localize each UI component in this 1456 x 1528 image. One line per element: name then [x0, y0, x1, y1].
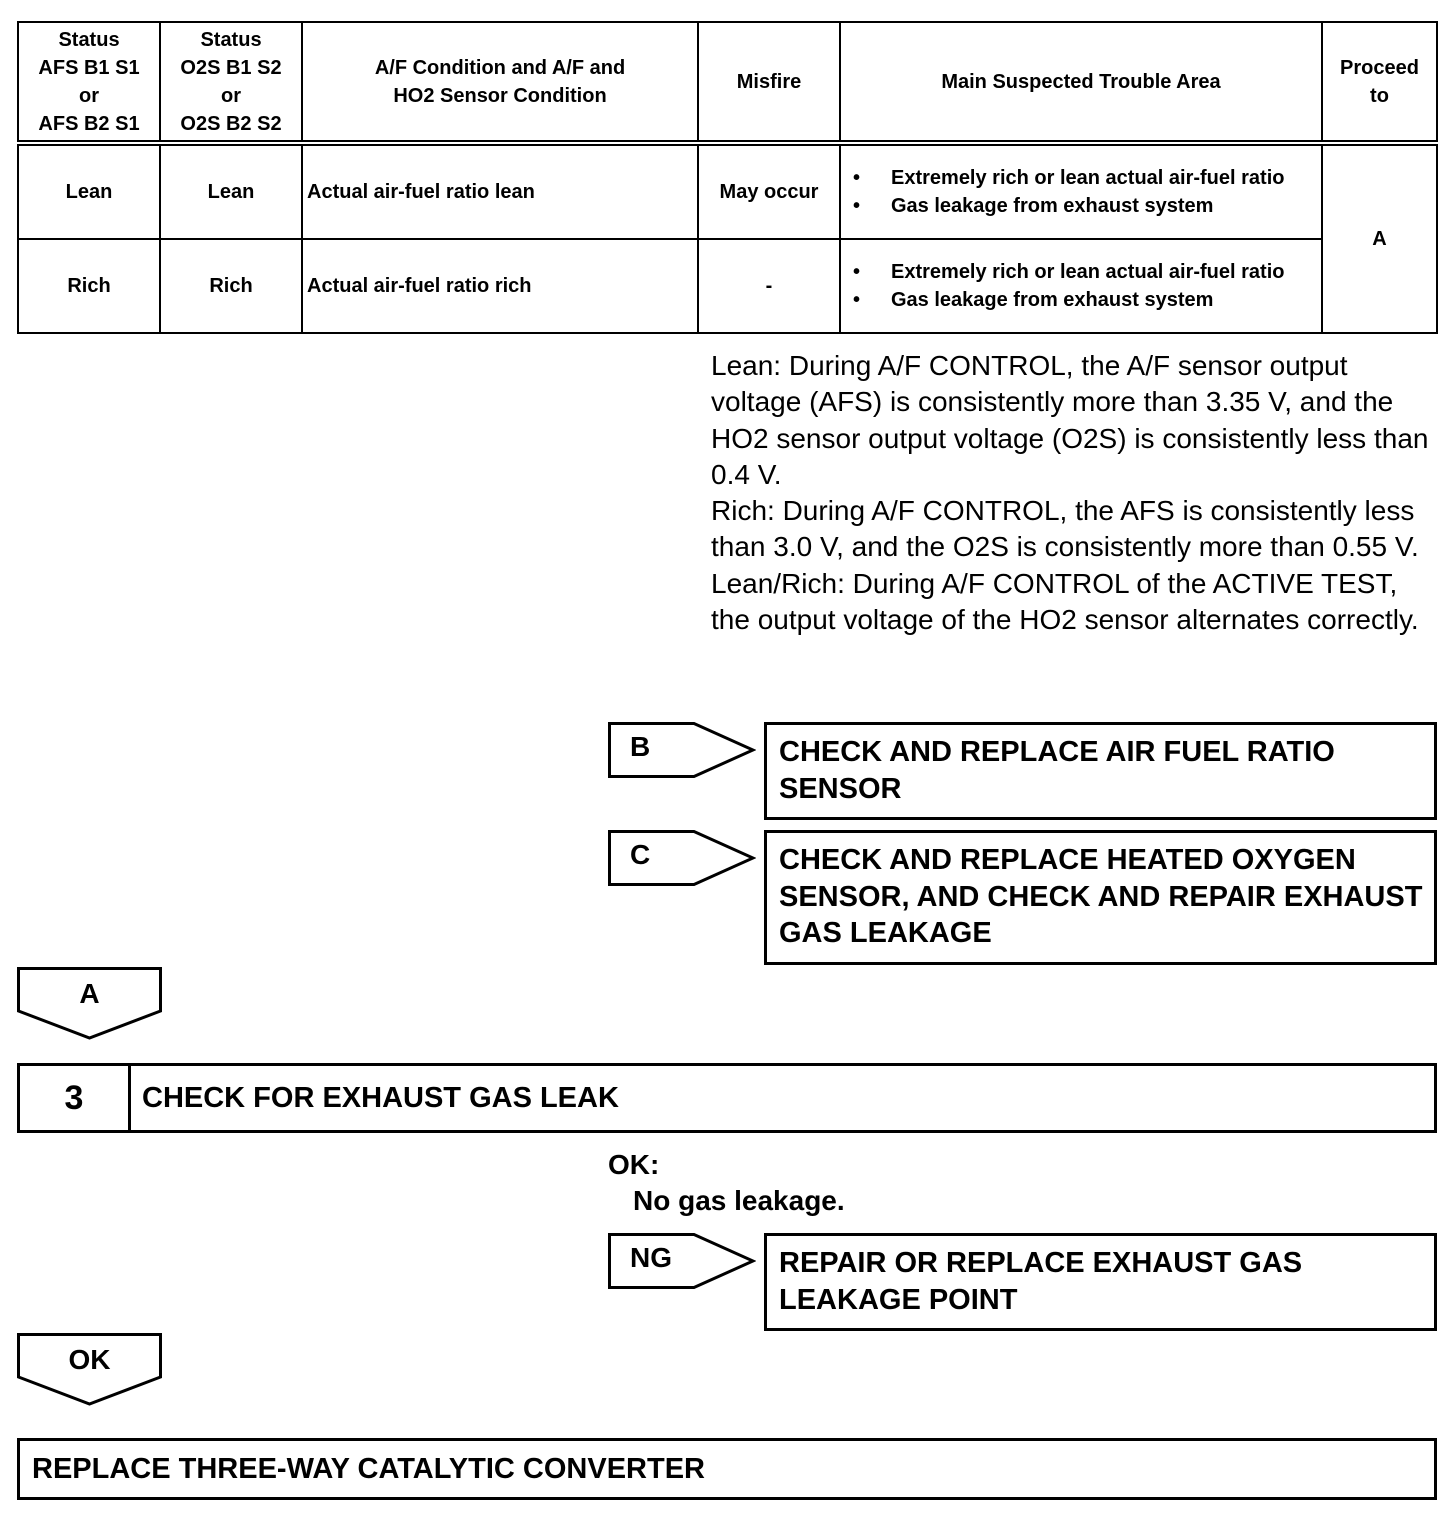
step-number: 3 [20, 1066, 131, 1130]
cell-afs: Rich [18, 239, 160, 333]
branch-ng-action: REPAIR OR REPLACE EXHAUST GAS LEAKAGE POINT [764, 1233, 1437, 1331]
header-trouble-area: Main Suspected Trouble Area [840, 22, 1322, 143]
table-row [18, 239, 1437, 333]
sensor-condition-note [711, 348, 1441, 638]
trouble-table [17, 21, 1438, 334]
cell-trouble-area [840, 239, 1322, 333]
branch-b-label: B [630, 731, 651, 762]
cell-afs: Lean [18, 143, 160, 239]
proceed-a-label: A [79, 978, 100, 1009]
trouble-area-item: • Extremely rich or lean actual air-fuel ratio [845, 258, 1317, 286]
ok-criteria-label: OK: [608, 1149, 660, 1180]
branch-b-action: CHECK AND REPLACE AIR FUEL RATIO SENSOR [764, 722, 1437, 820]
step-3 [17, 1063, 1437, 1133]
header-misfire: Misfire [698, 22, 840, 143]
table-row [18, 143, 1437, 239]
cell-misfire: May occur [698, 143, 840, 239]
table-header-row [18, 22, 1437, 143]
proceed-a-arrow [17, 967, 162, 1041]
branch-c-label: C [630, 839, 651, 870]
header-o2s-status: Status O2S B1 S2 or O2S B2 S2 [160, 22, 302, 143]
branch-c-tag [608, 830, 756, 886]
trouble-area-item: • Gas leakage from exhaust system [845, 286, 1317, 314]
cell-o2s: Rich [160, 239, 302, 333]
header-condition: A/F Condition and A/F and HO2 Sensor Condition [302, 22, 698, 143]
ok-criteria-text: No gas leakage. [633, 1185, 845, 1216]
cell-proceed: A [1322, 143, 1437, 333]
trouble-area-item: • Gas leakage from exhaust system [845, 192, 1317, 220]
branch-ng-tag [608, 1233, 756, 1289]
note-lean-rich: Lean/Rich: During A/F CONTROL of the ACTIVE TEST, the output voltage of the HO2 sensor alternates correctly. [711, 567, 1419, 636]
branch-ng-label: NG [630, 1242, 672, 1273]
header-proceed: Proceed to [1322, 22, 1437, 143]
note-lean: Lean: During A/F CONTROL, the A/F sensor output voltage (AFS) is consistently more than 3.35 V, and the HO2 sensor output voltage (O2S) is consistently less than 0.4 V. [711, 350, 1429, 490]
proceed-ok-label: OK [68, 1344, 111, 1375]
final-action-box: REPLACE THREE-WAY CATALYTIC CONVERTER [17, 1438, 1437, 1500]
header-afs-status: Status AFS B1 S1 or AFS B2 S1 [18, 22, 160, 143]
note-rich: Rich: During A/F CONTROL, the AFS is consistently less than 3.0 V, and the O2S is consistently more than 0.55 V. [711, 495, 1419, 563]
cell-condition: Actual air-fuel ratio lean [302, 143, 698, 239]
branch-b-tag [608, 722, 756, 778]
proceed-ok-arrow [17, 1333, 162, 1407]
cell-o2s: Lean [160, 143, 302, 239]
step-title: CHECK FOR EXHAUST GAS LEAK [142, 1082, 619, 1114]
branch-c-action: CHECK AND REPLACE HEATED OXYGEN SENSOR, AND CHECK AND REPAIR EXHAUST GAS LEAKAGE [764, 830, 1437, 965]
cell-trouble-area [840, 143, 1322, 239]
cell-condition: Actual air-fuel ratio rich [302, 239, 698, 333]
trouble-area-item: • Extremely rich or lean actual air-fuel ratio [845, 164, 1317, 192]
cell-misfire: - [698, 239, 840, 333]
